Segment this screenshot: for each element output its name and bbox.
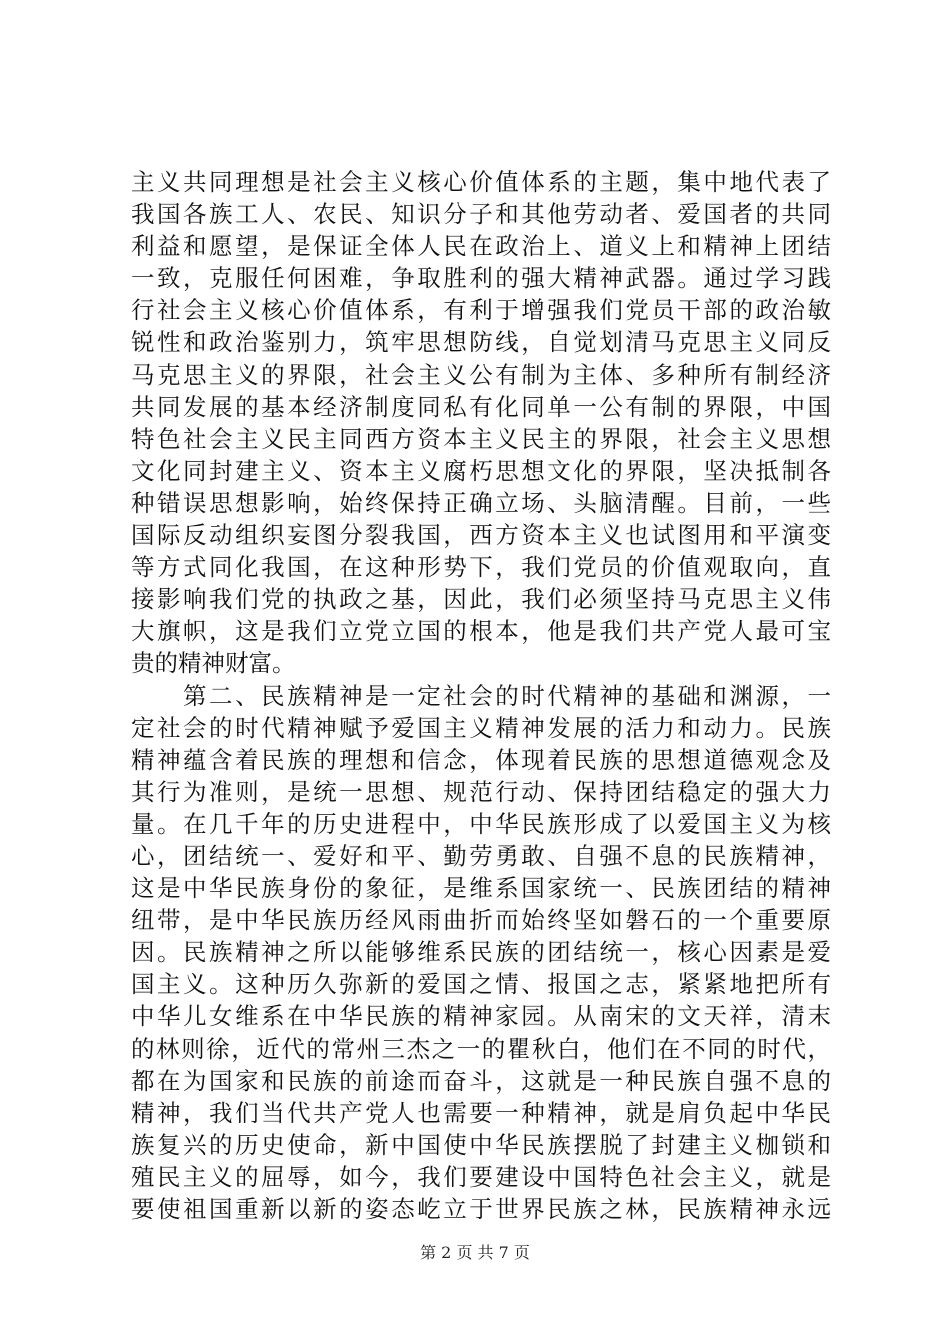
text-line: 国主义。这种历久弥新的爱国之情、报国之志，紧紧地把所有 bbox=[131, 970, 831, 999]
text-line: 定社会的时代精神赋予爱国主义精神发展的活力和动力。民族 bbox=[131, 713, 831, 742]
page-footer: 第 2 页 共 7 页 bbox=[420, 1243, 530, 1262]
text-line: 的林则徐，近代的常州三杰之一的瞿秋白，他们在不同的时代， bbox=[131, 1034, 831, 1063]
text-line: 贵的精神财富。 bbox=[131, 649, 296, 678]
text-line: 文化同封建主义、资本主义腐朽思想文化的界限，坚决抵制各 bbox=[131, 456, 831, 485]
text-line: 殖民主义的屈辱，如今，我们要建设中国特色社会主义，就是 bbox=[131, 1162, 831, 1191]
text-line: 其行为准则，是统一思想、规范行动、保持团结稳定的强大力 bbox=[131, 777, 831, 806]
text-line: 中华儿女维系在中华民族的精神家园。从南宋的文天祥，清末 bbox=[131, 1002, 831, 1031]
text-line: 精神，我们当代共产党人也需要一种精神，就是肩负起中华民 bbox=[131, 1098, 831, 1127]
text-line: 这是中华民族身份的象征，是维系国家统一、民族团结的精神 bbox=[131, 874, 831, 903]
text-line: 心，团结统一、爱好和平、勤劳勇敢、自强不息的民族精神， bbox=[131, 841, 831, 870]
text-line: 接影响我们党的执政之基，因此，我们必须坚持马克思主义伟 bbox=[131, 585, 831, 614]
text-line: 利益和愿望，是保证全体人民在政治上、道义上和精神上团结 bbox=[131, 232, 831, 261]
text-line: 精神蕴含着民族的理想和信念，体现着民族的思想道德观念及 bbox=[131, 745, 831, 774]
text-line: 我国各族工人、农民、知识分子和其他劳动者、爱国者的共同 bbox=[131, 200, 831, 229]
text-line: 族复兴的历史使命，新中国使中华民族摆脱了封建主义枷锁和 bbox=[131, 1130, 831, 1159]
text-line: 种错误思想影响，始终保持正确立场、头脑清醒。目前，一些 bbox=[131, 488, 831, 517]
text-line: 量。在几千年的历史进程中，中华民族形成了以爱国主义为核 bbox=[131, 809, 831, 838]
text-line: 主义共同理想是社会主义核心价值体系的主题，集中地代表了 bbox=[131, 168, 831, 196]
text-line: 纽带，是中华民族历经风雨曲折而始终坚如磐石的一个重要原 bbox=[131, 906, 831, 935]
text-line: 特色社会主义民主同西方资本主义民主的界限，社会主义思想 bbox=[131, 424, 831, 453]
text-line: 锐性和政治鉴别力，筑牢思想防线，自觉划清马克思主义同反 bbox=[131, 328, 831, 357]
text-line: 因。民族精神之所以能够维系民族的团结统一，核心因素是爱 bbox=[131, 938, 831, 967]
text-line: 国际反动组织妄图分裂我国，西方资本主义也试图用和平演变 bbox=[131, 521, 831, 550]
text-line: 马克思主义的界限，社会主义公有制为主体、多种所有制经济 bbox=[131, 360, 831, 389]
text-line: 大旗帜，这是我们立党立国的根本，他是我们共产党人最可宝 bbox=[131, 617, 831, 646]
text-line: 共同发展的基本经济制度同私有化同单一公有制的界限，中国 bbox=[131, 392, 831, 421]
text-line: 一致，克服任何困难，争取胜利的强大精神武器。通过学习践 bbox=[131, 264, 831, 293]
text-line: 要使祖国重新以新的姿态屹立于世界民族之林，民族精神永远 bbox=[131, 1195, 831, 1223]
text-line: 都在为国家和民族的前途而奋斗，这就是一种民族自强不息的 bbox=[131, 1066, 831, 1095]
text-line: 行社会主义核心价值体系，有利于增强我们党员干部的政治敏 bbox=[131, 296, 831, 325]
text-line: 等方式同化我国，在这种形势下，我们党员的价值观取向，直 bbox=[131, 553, 831, 582]
body-text bbox=[131, 166, 831, 1225]
text-line: 第二、民族精神是一定社会的时代精神的基础和渊源，一 bbox=[131, 681, 831, 710]
